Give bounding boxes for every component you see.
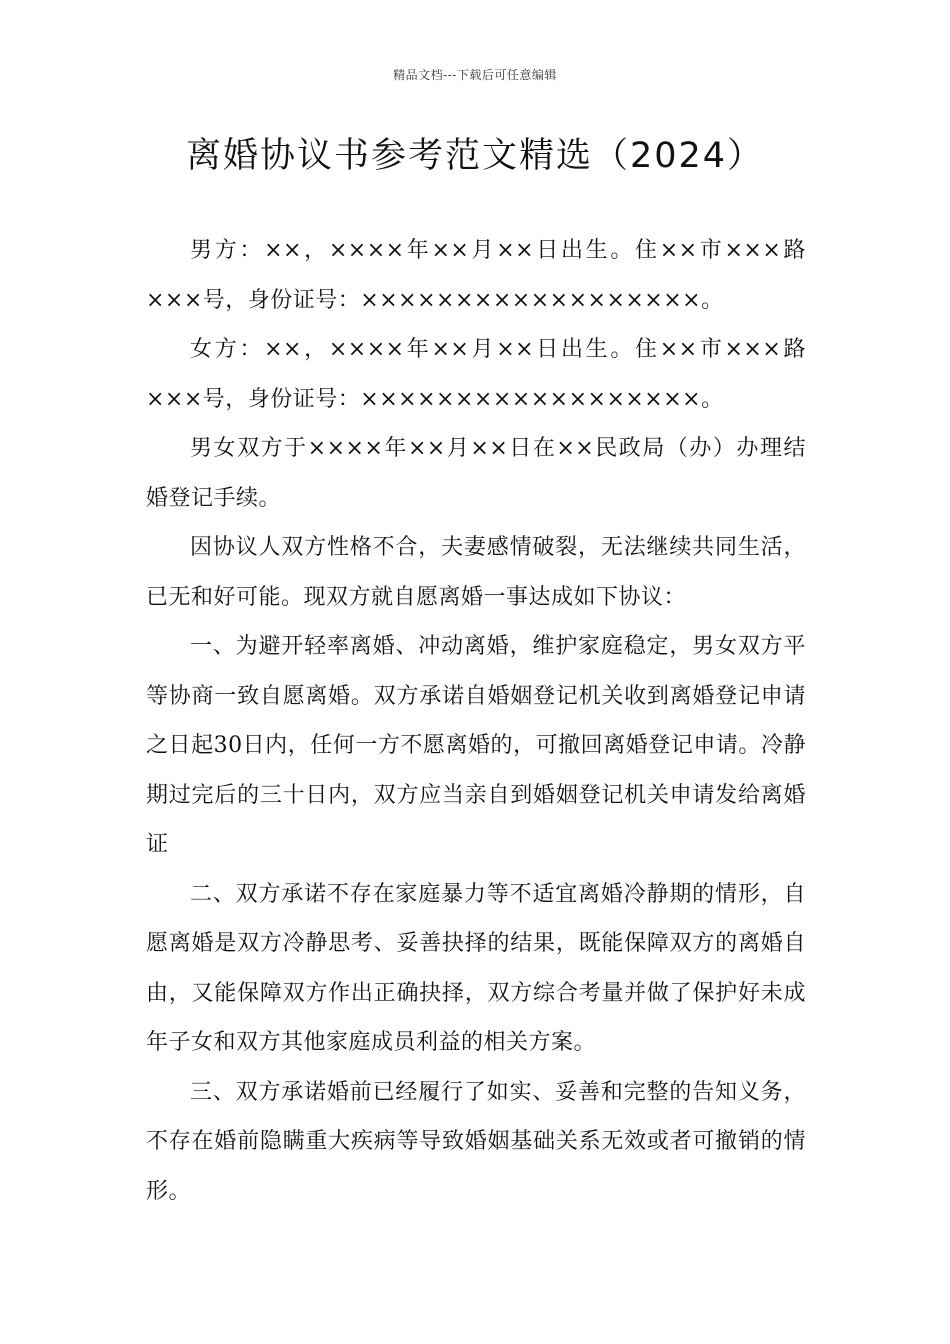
paragraph-clause-1: 一、为避开轻率离婚、冲动离婚，维护家庭稳定，男女双方平等协商一致自愿离婚。双方承诺自婚姻登记机关收到离婚登记申请之日起30日内，任何一方不愿离婚的，可撤回离婚登记申请。冷静期过完后的三十日内，双方应当亲自到婚姻登记机关申请发给离婚证 <box>146 634 806 857</box>
paragraph-divorce-reason: 因协议人双方性格不合，夫妻感情破裂，无法继续共同生活，已无和好可能。现双方就自愿离婚一事达成如下协议： <box>146 535 806 610</box>
page-header-watermark: 精品文档---下载后可任意编辑 <box>393 68 557 82</box>
paragraph-male-party: 男方：××，××××年××月××日出生。住××市×××路×××号，身份证号：××××××××××××××××××。 <box>146 238 806 313</box>
document-body <box>146 226 806 1216</box>
paragraph-clause-3: 三、双方承诺婚前已经履行了如实、妥善和完整的告知义务，不存在婚前隐瞒重大疾病等导致婚姻基础关系无效或者可撤销的情形。 <box>146 1079 806 1204</box>
paragraph-marriage-registration: 男女双方于××××年××月××日在××民政局（办）办理结婚登记手续。 <box>146 436 806 511</box>
paragraph-clause-2: 二、双方承诺不存在家庭暴力等不适宜离婚冷静期的情形，自愿离婚是双方冷静思考、妥善抉择的结果，既能保障双方的离婚自由，又能保障双方作出正确抉择，双方综合考量并做了保护好未成年子女和双方其他家庭成员利益的相关方案。 <box>146 881 806 1055</box>
paragraph-female-party: 女方：××，××××年××月××日出生。住××市×××路×××号，身份证号：××××××××××××××××××。 <box>146 337 806 412</box>
document-title: 离婚协议书参考范文精选（2024） <box>185 136 765 176</box>
